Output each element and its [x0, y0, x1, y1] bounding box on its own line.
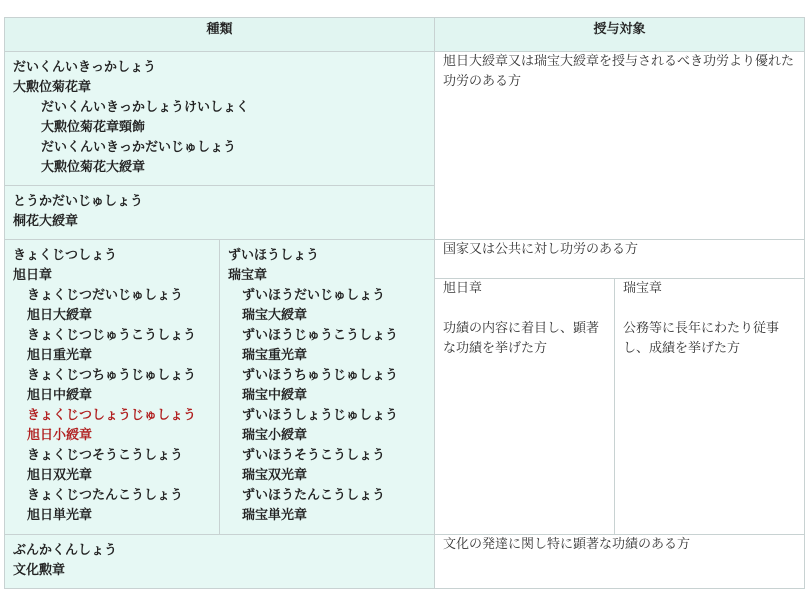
- bunka-target-text: 文化の発達に関し特に顕著な功績のある方: [443, 537, 691, 552]
- header-target: 授与対象: [435, 18, 805, 52]
- kyokujitsu-target-text: 功績の内容に着目し、顕著な功績を挙げた方: [443, 321, 600, 356]
- zuiho-target-text: 公務等に長年にわたり従事し、成績を挙げた方: [623, 321, 780, 356]
- kyokujitsu-sub-reading: きょくじつたんこうしょう: [27, 488, 184, 503]
- zuiho-target-name: 瑞宝章: [623, 281, 663, 296]
- zuiho-reading: ずいほうしょう: [228, 248, 320, 263]
- cell-national-target: [435, 240, 805, 279]
- kyokujitsu-sub-reading: きょくじつだいじゅしょう: [27, 288, 184, 303]
- daikunni-sub-reading: だいくんいきっかしょうけいしょく: [41, 100, 250, 115]
- zuiho-sub-reading: ずいほうしょうじゅしょう: [242, 408, 399, 423]
- kyokujitsu-sub-reading-highlighted: きょくじつしょうじゅしょう: [27, 408, 197, 423]
- national-target-text: 国家又は公共に対し功労のある方: [443, 242, 639, 257]
- daikunni-reading: だいくんいきっかしょう: [13, 60, 157, 75]
- cell-daikunni: [5, 52, 435, 186]
- cell-kyokujitsu-target: [435, 279, 615, 535]
- zuiho-sub-name: 瑞宝中綬章: [242, 388, 308, 403]
- kyokujitsu-sub-name: 旭日双光章: [27, 468, 93, 483]
- awards-table: [4, 17, 805, 589]
- kyokujitsu-sub-reading: きょくじつちゅうじゅしょう: [27, 368, 197, 383]
- kyokujitsu-sub-reading: きょくじつそうこうしょう: [27, 448, 184, 463]
- daikunni-sub-reading: だいくんいきっかだいじゅしょう: [41, 140, 237, 155]
- kyokujitsu-sub-reading: きょくじつじゅうこうしょう: [27, 328, 197, 343]
- daikunni-sub-name: 大勲位菊花大綬章: [41, 160, 146, 175]
- zuiho-sub-reading: ずいほうちゅうじゅしょう: [242, 368, 399, 383]
- row-orders: [5, 240, 805, 279]
- kyokujitsu-sub-name: 旭日中綬章: [27, 388, 93, 403]
- zuiho-sub-reading: ずいほうたんこうしょう: [242, 488, 386, 503]
- zuiho-sub-name: 瑞宝小綬章: [242, 428, 308, 443]
- zuiho-name: 瑞宝章: [228, 268, 268, 283]
- cell-bunka-target: [435, 535, 805, 589]
- cell-toka: [5, 186, 435, 240]
- kyokujitsu-sub-name: 旭日大綬章: [27, 308, 93, 323]
- bunka-name: 文化勲章: [13, 563, 66, 578]
- toka-reading: とうかだいじゅしょう: [13, 194, 144, 209]
- kyokujitsu-sub-name: 旭日単光章: [27, 508, 93, 523]
- kyokujitsu-target-name: 旭日章: [443, 281, 483, 296]
- bunka-reading: ぶんかくんしょう: [13, 543, 118, 558]
- cell-zuiho-target: [615, 279, 805, 535]
- cell-zuiho: [220, 240, 435, 535]
- row-daikunni: [5, 52, 805, 186]
- daikunni-name: 大勲位菊花章: [13, 80, 92, 95]
- toka-name: 桐花大綬章: [13, 214, 79, 229]
- header-kind: 種類: [5, 18, 435, 52]
- cell-bunka: [5, 535, 435, 589]
- row-bunka: [5, 535, 805, 589]
- zuiho-sub-name: 瑞宝大綬章: [242, 308, 308, 323]
- zuiho-sub-name: 瑞宝双光章: [242, 468, 308, 483]
- kyokujitsu-reading: きょくじつしょう: [13, 248, 118, 263]
- header-row: [5, 18, 805, 52]
- daikunni-sub-name: 大勲位菊花章頸飾: [41, 120, 146, 135]
- zuiho-sub-name: 瑞宝重光章: [242, 348, 308, 363]
- kyokujitsu-sub-name-highlighted: 旭日小綬章: [27, 428, 93, 443]
- zuiho-sub-reading: ずいほうそうこうしょう: [242, 448, 386, 463]
- grand-target-text: 旭日大綬章又は瑞宝大綬章を授与されるべき功労より優れた功労のある方: [443, 54, 795, 89]
- kyokujitsu-sub-name: 旭日重光章: [27, 348, 93, 363]
- cell-kyokujitsu: [5, 240, 220, 535]
- cell-grand-target: [435, 52, 805, 240]
- zuiho-sub-reading: ずいほうだいじゅしょう: [242, 288, 386, 303]
- kyokujitsu-name: 旭日章: [13, 268, 53, 283]
- zuiho-sub-reading: ずいほうじゅうこうしょう: [242, 328, 399, 343]
- zuiho-sub-name: 瑞宝単光章: [242, 508, 308, 523]
